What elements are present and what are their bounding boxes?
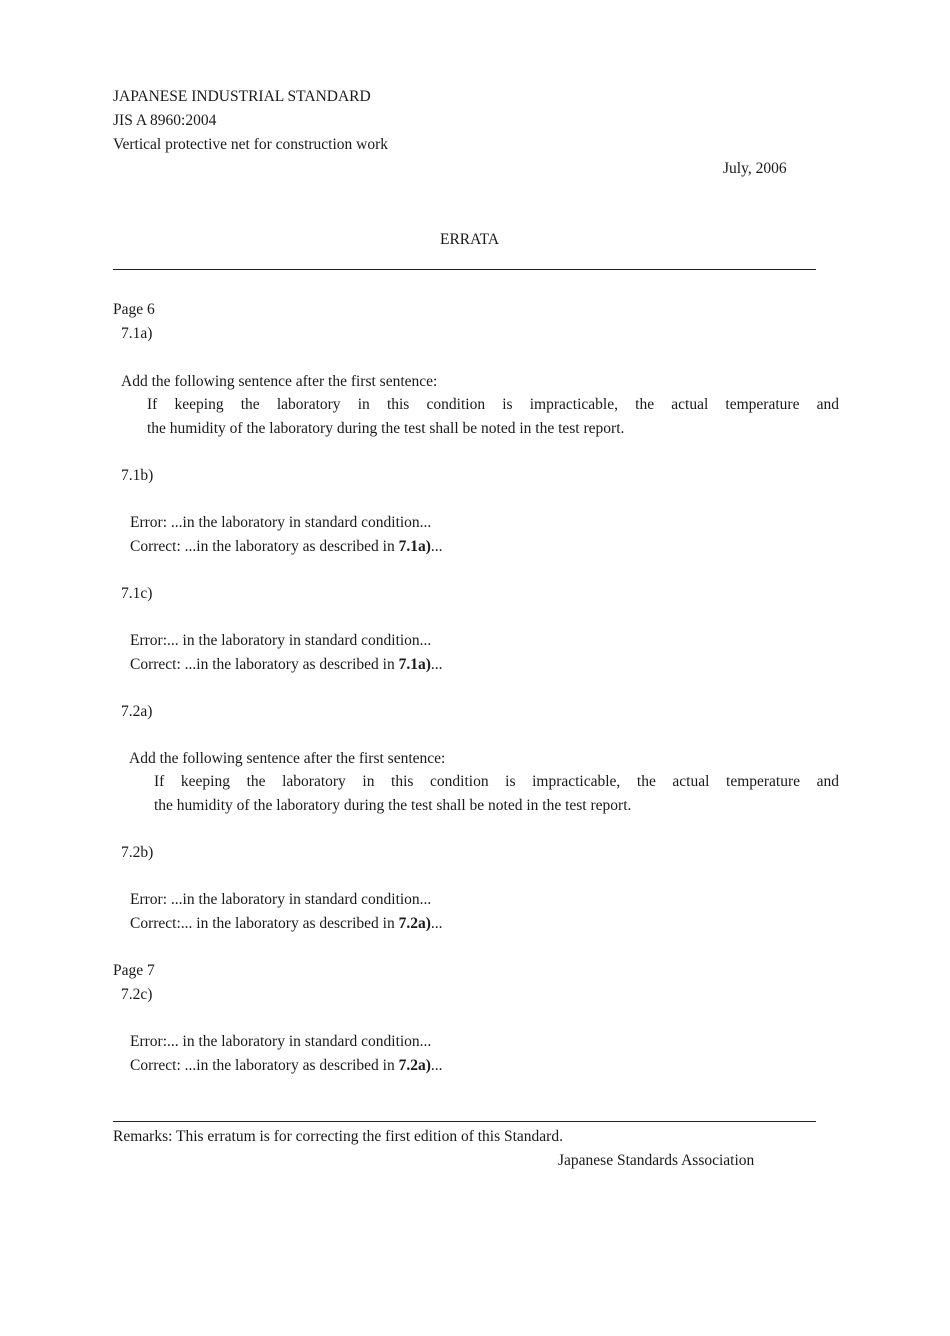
publisher: Japanese Standards Association <box>558 1152 755 1169</box>
instruction-7-2a: Add the following sentence after the first sentence: <box>129 750 446 767</box>
remarks: Remarks: This erratum is for correcting the first edition of this Standard. <box>113 1128 563 1145</box>
instruction-7-1a: Add the following sentence after the first sentence: <box>121 373 438 390</box>
ref-7-1a: 7.1a) <box>121 325 153 342</box>
inserted-line-2: the humidity of the laboratory during the test shall be noted in the test report. <box>147 420 625 437</box>
page-label-6: Page 6 <box>113 301 155 318</box>
correct-7-1c: Correct: ...in the laboratory as described in 7.1a)... <box>130 656 443 673</box>
correct-7-2b: Correct:... in the laboratory as described in 7.2a)... <box>130 915 443 932</box>
standard-type: JAPANESE INDUSTRIAL STANDARD <box>113 88 371 105</box>
inserted-sentence-7-2a <box>154 770 839 818</box>
ref-7-2a: 7.2a) <box>121 703 153 720</box>
inserted-sentence-7-1a <box>147 393 839 441</box>
error-7-1b: Error: ...in the laboratory in standard condition... <box>130 514 432 531</box>
page-label-7: Page 7 <box>113 962 155 979</box>
footer-rule <box>113 1121 816 1122</box>
standard-number: JIS A 8960:2004 <box>113 112 217 129</box>
ref-7-1b: 7.1b) <box>121 467 154 484</box>
ref-7-2b: 7.2b) <box>121 844 154 861</box>
publication-date: July, 2006 <box>723 160 787 177</box>
standard-title: Vertical protective net for construction work <box>113 136 389 153</box>
inserted-line-1: If keeping the laboratory in this condition is impracticable, the actual temperature and <box>154 773 839 790</box>
page-title: ERRATA <box>440 231 500 248</box>
correct-7-1b: Correct: ...in the laboratory as described in 7.1a)... <box>130 538 443 555</box>
inserted-line-2: the humidity of the laboratory during the test shall be noted in the test report. <box>154 797 632 814</box>
error-7-1c: Error:... in the laboratory in standard condition... <box>130 632 432 649</box>
title-rule <box>113 269 816 270</box>
ref-7-2c: 7.2c) <box>121 986 153 1003</box>
ref-7-1c: 7.1c) <box>121 585 153 602</box>
inserted-line-1: If keeping the laboratory in this condition is impracticable, the actual temperature and <box>147 396 839 413</box>
error-7-2b: Error: ...in the laboratory in standard condition... <box>130 891 432 908</box>
error-7-2c: Error:... in the laboratory in standard condition... <box>130 1033 432 1050</box>
correct-7-2c: Correct: ...in the laboratory as described in 7.2a)... <box>130 1057 443 1074</box>
